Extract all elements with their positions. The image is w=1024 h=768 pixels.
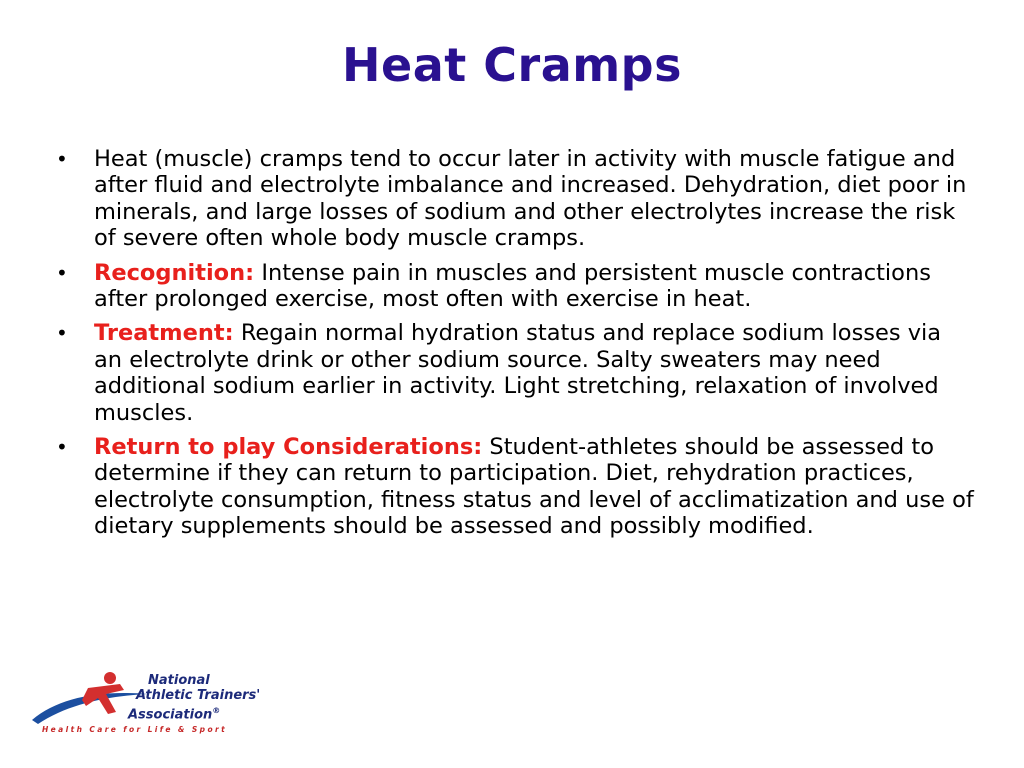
bullet-icon: •: [56, 435, 68, 460]
bullet-text: Student-athletes should be assessed to determine if they can return to participation. Diet, rehydration practices, electrolyte consumption, fitness status and level of acclimatization and use of dietary supplements should be assessed and possibly modified.: [94, 434, 974, 540]
logo-line-2: Athletic Trainers': [136, 688, 261, 703]
slide-title: Heat Cramps: [342, 38, 682, 92]
nata-logo: [28, 668, 298, 742]
bullet-icon: •: [56, 147, 68, 171]
bullet-item: [56, 146, 976, 252]
logo-line-3: [128, 703, 220, 722]
logo-line-1: National: [148, 673, 210, 688]
bullet-list: [56, 146, 976, 548]
bullet-label: Recognition:: [94, 259, 255, 286]
bullet-icon: •: [56, 260, 68, 285]
bullet-item: [56, 260, 976, 313]
logo-line-3-text: Association: [128, 707, 213, 723]
bullet-text: Regain normal hydration status and replace sodium losses via an electrolyte drink or other sodium source. Salty sweaters may need additional sodium earlier in activity. Light stretching, relaxation of involved muscles.: [94, 320, 942, 426]
logo-tagline: Health Care for Life & Sport: [42, 725, 228, 734]
bullet-item: [56, 434, 976, 540]
bullet-item: [56, 320, 976, 426]
bullet-text: Heat (muscle) cramps tend to occur later in activity with muscle fatigue and after fluid and electrolyte imbalance and increased. Dehydration, diet poor in minerals, and large losses of sodium and other electrolytes increase the risk of severe often whole body muscle cramps.: [94, 146, 967, 252]
bullet-label: Return to play Considerations:: [94, 434, 483, 461]
registered-mark: ®: [212, 706, 221, 715]
figure-head-icon: [104, 672, 116, 684]
figure-body-icon: [82, 684, 124, 714]
bullet-icon: •: [56, 321, 68, 346]
bullet-label: Treatment:: [94, 320, 234, 347]
bullet-text: Intense pain in muscles and persistent muscle contractions after prolonged exercise, most often with exercise in heat.: [94, 259, 931, 313]
